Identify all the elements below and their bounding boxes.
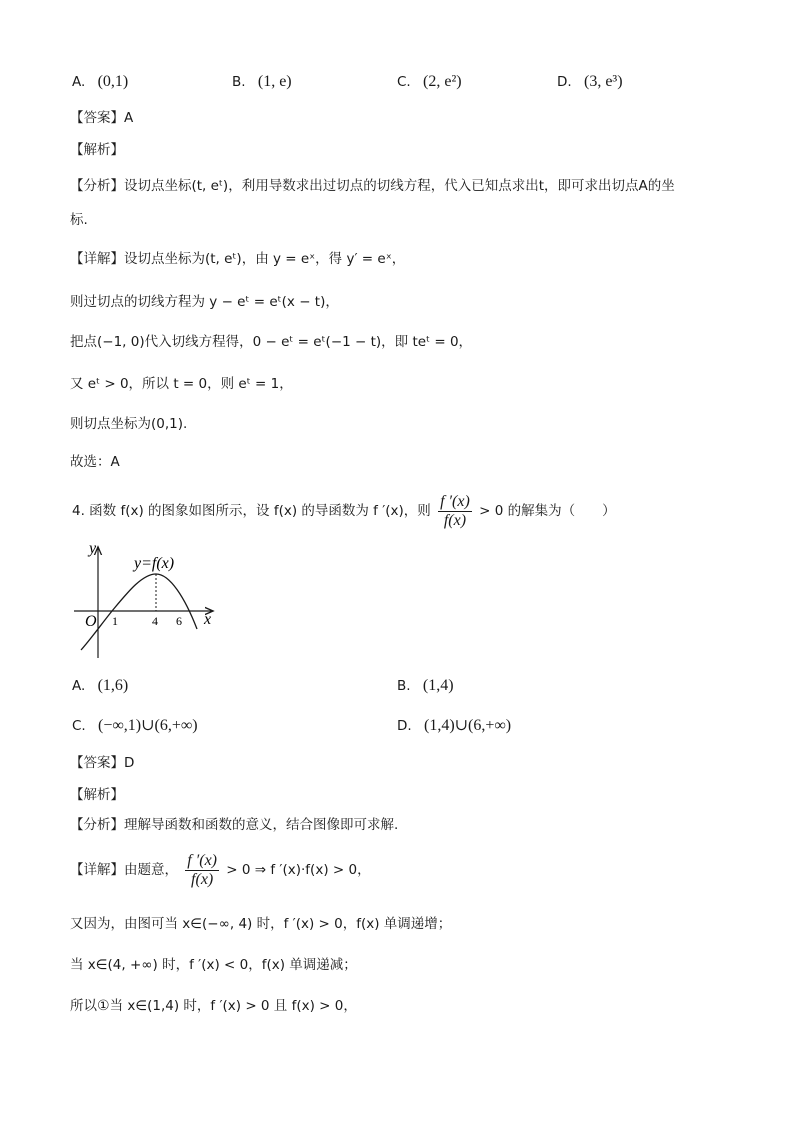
option-value: (1,4) xyxy=(422,677,454,694)
y-axis-label: y xyxy=(89,540,97,557)
option-letter: D. xyxy=(397,718,412,734)
detail-fraction xyxy=(185,852,219,889)
q4-answer xyxy=(70,753,134,773)
function-graph xyxy=(72,538,222,666)
option-letter: A. xyxy=(72,74,86,90)
choice-value: A xyxy=(110,454,120,470)
tick-4: 4 xyxy=(152,614,158,628)
q3-answer xyxy=(70,108,133,128)
detail-text: 设切点坐标为(t, eᵗ)，由 y = eˣ，得 y′ = eˣ， xyxy=(124,251,406,267)
q3-detail-4: 又 eᵗ > 0，所以 t = 0，则 eᵗ = 1， xyxy=(70,376,293,392)
q4-stem xyxy=(72,489,616,533)
option-letter: C. xyxy=(397,74,411,90)
fraction-numerator: f ′(x) xyxy=(187,851,217,869)
fenxi-label: 【分析】 xyxy=(70,817,124,833)
fraction-numerator: f ′(x) xyxy=(440,492,470,510)
q4-option-d xyxy=(397,716,511,736)
curve-label: y=f(x) xyxy=(134,555,175,572)
option-letter: A. xyxy=(72,678,86,694)
answer-value: A xyxy=(124,110,134,126)
option-value: (1,4)∪(6,+∞) xyxy=(423,717,512,734)
q3-detail-2: 则过切点的切线方程为 y − eᵗ = eᵗ(x − t)， xyxy=(70,294,339,310)
q3-option-c xyxy=(397,72,462,92)
tick-6: 6 xyxy=(176,614,182,628)
detail-label: 【详解】 xyxy=(70,251,124,267)
fraction-denominator: f(x) xyxy=(443,511,467,529)
option-value: (1, e) xyxy=(257,73,292,90)
q4-line-c xyxy=(70,996,357,1016)
answer-label: 【答案】 xyxy=(70,755,124,771)
line-prefix: 所以 xyxy=(70,998,97,1014)
q3-option-d xyxy=(557,72,623,92)
q3-option-a xyxy=(72,72,128,92)
option-letter: B. xyxy=(232,74,246,90)
x-axis-label: x xyxy=(204,611,212,628)
fenxi-text: 设切点坐标(t, eᵗ)，利用导数求出过切点的切线方程，代入已知点求出t，即可求出切点A的坐 xyxy=(124,178,675,194)
circled-one: ① xyxy=(97,998,110,1014)
q3-detail-5: 则切点坐标为(0,1). xyxy=(70,416,188,432)
fenxi-text: 理解导函数和函数的意义，结合图像即可求解. xyxy=(124,817,399,833)
q4-line-b: 当 x∈(4, +∞) 时，f ′(x) < 0，f(x) 单调递减； xyxy=(70,957,357,973)
fraction-denominator: f(x) xyxy=(191,870,214,888)
q4-option-b xyxy=(397,676,454,696)
q4-line-a: 又因为，由图可当 x∈(−∞, 4) 时，f ′(x) > 0，f(x) 单调递增； xyxy=(70,916,452,932)
option-value: (1,6) xyxy=(97,677,129,694)
q3-option-b xyxy=(232,72,292,92)
q3-detail-1 xyxy=(70,249,405,269)
q4-option-a xyxy=(72,676,128,696)
option-value: (−∞,1)∪(6,+∞) xyxy=(98,717,198,734)
stem-fraction xyxy=(438,493,472,530)
q4-analysis-heading: 【解析】 xyxy=(70,787,124,803)
option-letter: C. xyxy=(72,718,86,734)
option-value: (0,1) xyxy=(97,73,129,90)
origin-label: O xyxy=(85,613,97,630)
q4-detail-1 xyxy=(70,846,371,894)
line-text: 当 x∈(1,4) 时，f ′(x) > 0 且 f(x) > 0， xyxy=(109,998,357,1014)
stem-text: 4. 函数 f(x) 的图象如图所示，设 f(x) 的导函数为 f ′(x)，则 xyxy=(72,503,431,519)
q3-fenxi xyxy=(70,176,675,196)
option-letter: D. xyxy=(557,74,572,90)
detail-label: 【详解】 xyxy=(70,862,124,878)
q3-fenxi-cont: 标. xyxy=(70,212,88,228)
tick-1: 1 xyxy=(112,614,118,628)
answer-value: D xyxy=(124,755,135,771)
q3-analysis-heading: 【解析】 xyxy=(70,142,124,158)
option-value: (3, e³) xyxy=(583,73,623,90)
detail-text-end: > 0 ⇒ f ′(x)·f(x) > 0， xyxy=(226,862,371,878)
option-value: (2, e²) xyxy=(423,73,462,90)
q3-choice xyxy=(70,452,120,472)
q4-option-c xyxy=(72,716,198,736)
option-letter: B. xyxy=(397,678,411,694)
q4-fenxi xyxy=(70,815,398,835)
fenxi-label: 【分析】 xyxy=(70,178,124,194)
choice-label: 故选： xyxy=(70,454,111,470)
detail-text: 由题意， xyxy=(124,862,178,878)
stem-text-end: > 0 的解集为（ ） xyxy=(479,503,616,519)
q3-detail-3: 把点(−1, 0)代入切线方程得，0 − eᵗ = eᵗ(−1 − t)，即 teᵗ = 0， xyxy=(70,334,473,350)
answer-label: 【答案】 xyxy=(70,110,124,126)
